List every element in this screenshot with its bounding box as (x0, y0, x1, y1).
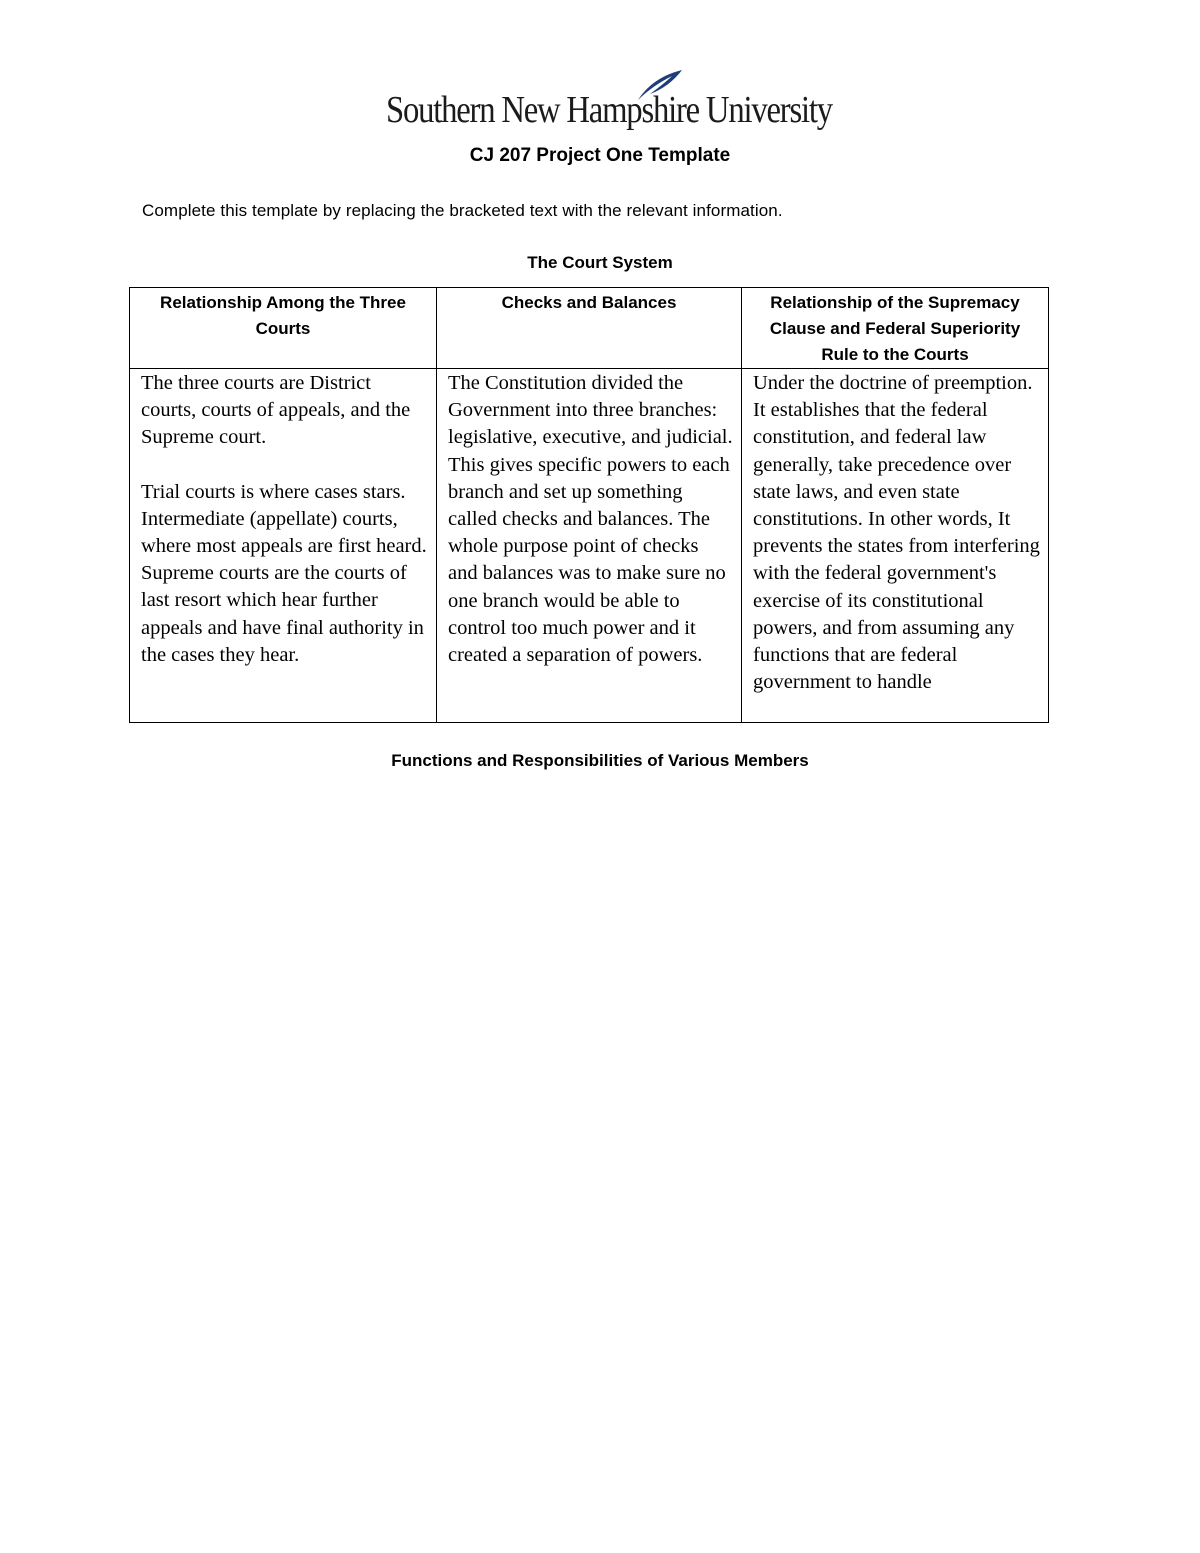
cell-paragraph: Under the doctrine of preemption. It establishes that the federal constitution, and federal law generally, take precedence over state laws, and even state constitutions. In other words, It prevents the states from interfering with the federal government's exercise of its constitutional powers, and from assuming any functions that are federal government to handle (753, 372, 1040, 694)
cell-paragraph: The Constitution divided the Government into three branches: legislative, executive, and judicial. This gives specific powers to each branch and set up something called checks and balances. The whole purpose point of checks and balances was to make sure no one branch would be able to control too much power and it created a separation of powers. (448, 372, 733, 667)
university-logo (386, 68, 832, 138)
cell-relationship-courts (130, 369, 437, 723)
column-header-relationship-courts: Relationship Among the Three Courts (130, 288, 437, 369)
cell-paragraph: Trial courts is where cases stars. Intermediate (appellate) courts, where most appeals are first heard. Supreme courts are the courts of last resort which hear further appeals and have final authority in the cases they hear. (141, 480, 427, 666)
section-title-functions: Functions and Responsibilities of Various Members (391, 751, 809, 770)
logo-wordmark: Southern New Hampshire University (386, 89, 832, 131)
document-title: CJ 207 Project One Template (469, 145, 731, 166)
column-header-checks-balances: Checks and Balances (437, 288, 742, 369)
section-title-court-system: The Court System (527, 253, 673, 272)
cell-paragraph: The three courts are District courts, courts of appeals, and the Supreme court. (141, 372, 411, 449)
table-row (130, 369, 1049, 723)
instructions-text: Complete this template by replacing the bracketed text with the relevant information. (142, 201, 783, 220)
court-system-table (129, 287, 1049, 723)
column-header-supremacy-clause: Relationship of the Supremacy Clause and Federal Superiority Rule to the Courts (742, 288, 1049, 369)
cell-supremacy-clause (742, 369, 1049, 723)
cell-checks-balances (437, 369, 742, 723)
table-header-row (130, 288, 1049, 369)
